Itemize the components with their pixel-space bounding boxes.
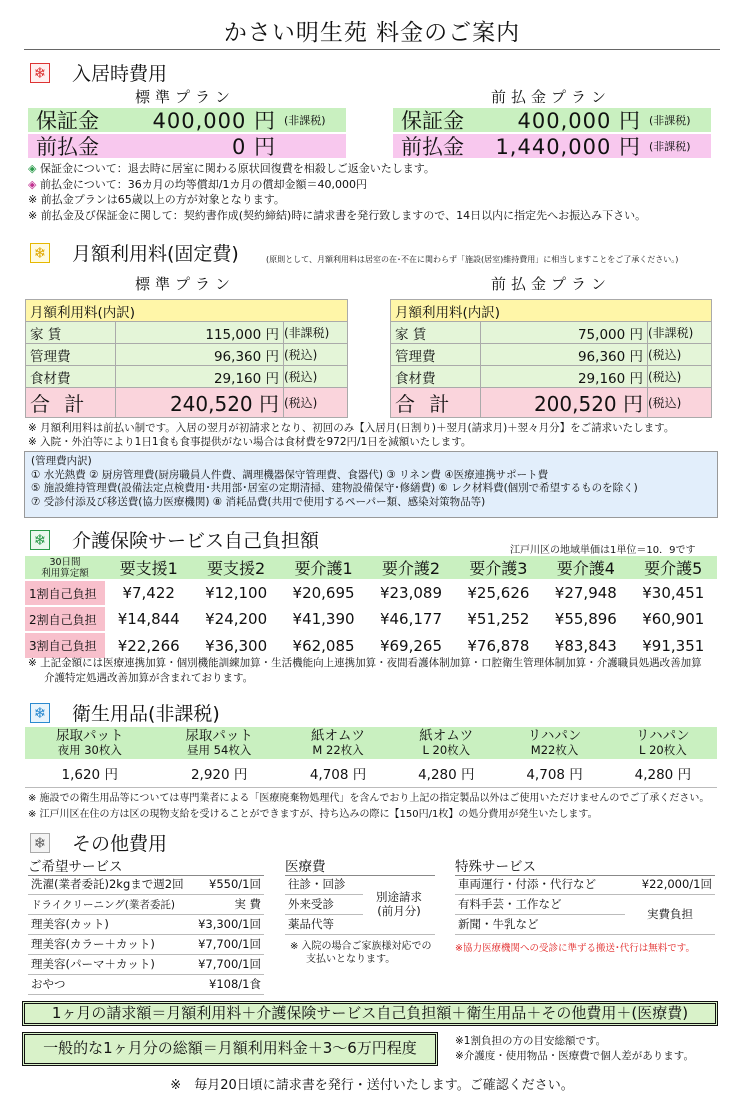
deposit-value: 400,000 円 [152, 109, 276, 133]
section-title: 衛生用品(非課税) [72, 703, 220, 725]
table-row: 理美容(カラー＋カット) ¥7,700/1回 [28, 934, 264, 954]
section-title: その他費用 [72, 833, 168, 855]
table-row: おやつ ¥108/1食 [28, 974, 264, 994]
standard-plan-heading: 標準プラン [134, 88, 235, 106]
section-heading-monthly [30, 239, 239, 266]
wish-services-table [28, 874, 264, 995]
monthly-billing-formula: 1ヶ月の請求額＝月額利用料＋介護保険サービス自己負担額＋衛生用品＋その他費用＋(医療費) [22, 1001, 718, 1026]
diamond-icon: ◈ [28, 177, 37, 191]
section-title: 介護保険サービス自己負担額 [72, 530, 320, 552]
note-line: 前払金について：36カ月の均等償却/1カ月の償却金額＝40,000円 [39, 177, 367, 191]
management-fee-breakdown: (管理費内訳) ① 水光熱費 ② 厨房管理費(厨房職員人件費、調理機器保守管理費、食器代) ③ リネン費 ④医療連携サポート費 ⑤ 施設維持管理費(設備法定点検費用･共用部･居室の定期清掃、建物設備保守･修繕費) ⑥ レク材料費(個別で希望するものを除く) ⑦ 受診付添及び移送費(協力医療機関) ⑧ 消耗品費(共用で使用するペーパー類、感染対策物品等) [24, 451, 718, 518]
monthly-notes [28, 421, 728, 449]
summary-notes: ※1割負担の方の目安総額です。 ※介護度・使用物品・医療費で個人差があります。 [455, 1035, 694, 1062]
prepay-value: 1,440,000 円 [495, 135, 641, 159]
pre-prepay-row [393, 134, 711, 158]
section-heading-other [30, 829, 167, 856]
note-line: 保証金について：退去時に居室に関わる原状回復費を相殺しご返金いたします。 [39, 162, 435, 175]
diamond-icon: ◈ [28, 162, 37, 175]
table-row: 管理費 96,360 円 (税込) [26, 344, 348, 366]
special-services-table [455, 874, 715, 935]
std-deposit-row [28, 108, 346, 132]
monthly-subnote: (原則として、月額利用料は居室の在･不在に関わらず「施設(居室)維持費用」に相当しますことをご了承ください。) [266, 255, 679, 264]
monthly-header: 月額利用料(内訳) [391, 300, 712, 322]
std-prepay-row [28, 134, 346, 158]
table-row: 新聞・牛乳など [455, 914, 715, 934]
typical-total-formula: 一般的な1ヶ月分の総額＝月額利用料金＋3～6万円程度 [22, 1032, 438, 1066]
prepay-label: 前払金 [36, 135, 99, 159]
area-unit-note: 江戸川区の地域単価は1単位＝10．9です [510, 545, 696, 556]
care-notes [28, 656, 728, 685]
note-line: ※ 江戸川区在住の方は区の現物支給を受けることができますが、持ち込みの際に【150円/1枚】の処分費用が発生いたします。 [28, 809, 598, 820]
special-services-header: 特殊サービス [455, 855, 715, 876]
tax-note: (非課税) [284, 114, 326, 127]
medical-header: 医療費 [285, 855, 435, 876]
table-header-row: 尿取パット 夜用 30枚入 尿取パット 昼用 54枚入 紙オムツ M 22枚入 紙オムツ L 20枚入 リハパン M22枚入 リハパン L 20枚入 [25, 727, 717, 759]
hygiene-notes [28, 791, 738, 823]
pre-deposit-row [393, 108, 711, 132]
table-row: 外来受診 [285, 894, 435, 914]
monthly-header: 月額利用料(内訳) [26, 300, 348, 322]
table-row: ドライクリーニング(業者委託) 実 費 [28, 894, 264, 914]
total-row: 合 計 200,520 円 (税込) [391, 388, 712, 418]
prepay-plan-heading: 前払金プラン [490, 275, 611, 293]
table-row: 家 賃 115,000 円 (非課税) [26, 322, 348, 344]
move-in-notes [28, 161, 728, 223]
snowflake-icon: ❄ [30, 833, 50, 853]
hygiene-table [25, 727, 717, 788]
section-heading-hygiene [30, 699, 220, 726]
wish-services-header: ご希望サービス [28, 855, 264, 876]
title-divider [24, 49, 720, 50]
snowflake-icon: ❄ [30, 63, 50, 83]
medical-table [285, 874, 435, 935]
total-row: 合 計 240,520 円 (税込) [26, 388, 348, 418]
section-title: 月額利用料(固定費) [72, 243, 239, 265]
table-row: 家 賃 75,000 円 (非課税) [391, 322, 712, 344]
section-title: 入居時費用 [72, 63, 168, 85]
table-row: 食材費 29,160 円 (税込) [391, 366, 712, 388]
table-row: 1,620 円 2,920 円 4,708 円 4,280 円 4,708 円 4,280 円 [25, 759, 717, 787]
table-row: 洗濯(業者委託)2kgまで週2回 ¥550/1回 [28, 874, 264, 894]
table-row: 管理費 96,360 円 (税込) [391, 344, 712, 366]
std-monthly-table [25, 299, 348, 418]
section-heading-care [30, 526, 319, 553]
note-line: ※ 月額利用料は前払い制です。入居の翌月が初請求となり、初回のみ【入居月(日割り)＋翌月(請求月)＋翌々月分】をご請求いたします。 [28, 422, 675, 434]
section-heading-move-in [30, 59, 167, 86]
table-row: 車両運行・付添・代行など ¥22,000/1回 [455, 874, 715, 894]
table-row: 有料手芸・工作など 実費負担 [455, 894, 715, 914]
billing-footer-note: ※ 毎月20日頃に請求書を発行・送付いたします。ご確認ください。 [170, 1078, 574, 1093]
prepay-label: 前払金 [401, 135, 464, 159]
tax-note: (非課税) [649, 114, 691, 127]
note-line: ※ 上記金額には医療連携加算・個別機能訓練加算・生活機能向上連携加算・夜間看護体制加算・口腔衛生管理体制加算・介護職員処遇改善加算 [28, 657, 702, 669]
table-row: 1割自己負担 ¥7,422 ¥12,100 ¥20,695 ¥23,089 ¥25,626 ¥27,948 ¥30,451 [25, 580, 717, 606]
table-row: 理美容(カット) ¥3,300/1回 [28, 914, 264, 934]
special-red-note: ※協力医療機関への受診に準ずる搬送･代行は無料です。 [455, 943, 695, 954]
deposit-label: 保証金 [401, 109, 464, 133]
care-cost-table [25, 556, 717, 658]
snowflake-icon: ❄ [30, 243, 50, 263]
pre-monthly-table [390, 299, 712, 418]
deposit-label: 保証金 [36, 109, 99, 133]
tax-note: (非課税) [649, 140, 691, 153]
note-line: ※ 前払金プランは65歳以上の方が対象となります。 [28, 193, 285, 206]
standard-plan-heading: 標準プラン [134, 275, 235, 293]
table-header-row: 30日間 利用算定額 要支援1 要支援2 要介護1 要介護2 要介護3 要介護4 要介護5 [25, 556, 717, 580]
note-line: 介護特定処遇改善加算が含まれております。 [44, 671, 254, 684]
deposit-value: 400,000 円 [517, 109, 641, 133]
table-row: 2割自己負担 ¥14,844 ¥24,200 ¥41,390 ¥46,177 ¥51,252 ¥55,896 ¥60,901 [25, 606, 717, 632]
note-line: ※ 入院・外泊等により1日1食も食事提供がない場合は食材費を972円/1日を減額いたします。 [28, 436, 472, 448]
snowflake-icon: ❄ [30, 703, 50, 723]
table-row: 薬品代等 [285, 914, 435, 934]
note-line: ※ 施設での衛生用品等については専門業者による「医療廃棄物処理代」を含んでおり上記の指定製品以外はご使用いただけませんのでご了承ください。 [28, 793, 710, 804]
table-row: 往診・回診 別途請求 (前月分) [285, 874, 435, 894]
page-title: かさい明生苑 料金のご案内 [223, 20, 521, 46]
prepay-plan-heading: 前払金プラン [490, 88, 611, 106]
snowflake-icon: ❄ [30, 530, 50, 550]
table-row: 3割自己負担 ¥22,266 ¥36,300 ¥62,085 ¥69,265 ¥76,878 ¥83,843 ¥91,351 [25, 632, 717, 658]
note-line: ※ 前払金及び保証金に関して：契約書作成(契約締結)時に請求書を発行致しますので、14日以内に指定先へお振込み下さい。 [28, 208, 647, 222]
medical-note: ※ 入院の場合ご家族様対応での 支払いとなります。 [290, 941, 432, 965]
prepay-value: 0 円 [231, 135, 276, 159]
table-row: 理美容(パーマ＋カット) ¥7,700/1回 [28, 954, 264, 974]
table-row: 食材費 29,160 円 (税込) [26, 366, 348, 388]
